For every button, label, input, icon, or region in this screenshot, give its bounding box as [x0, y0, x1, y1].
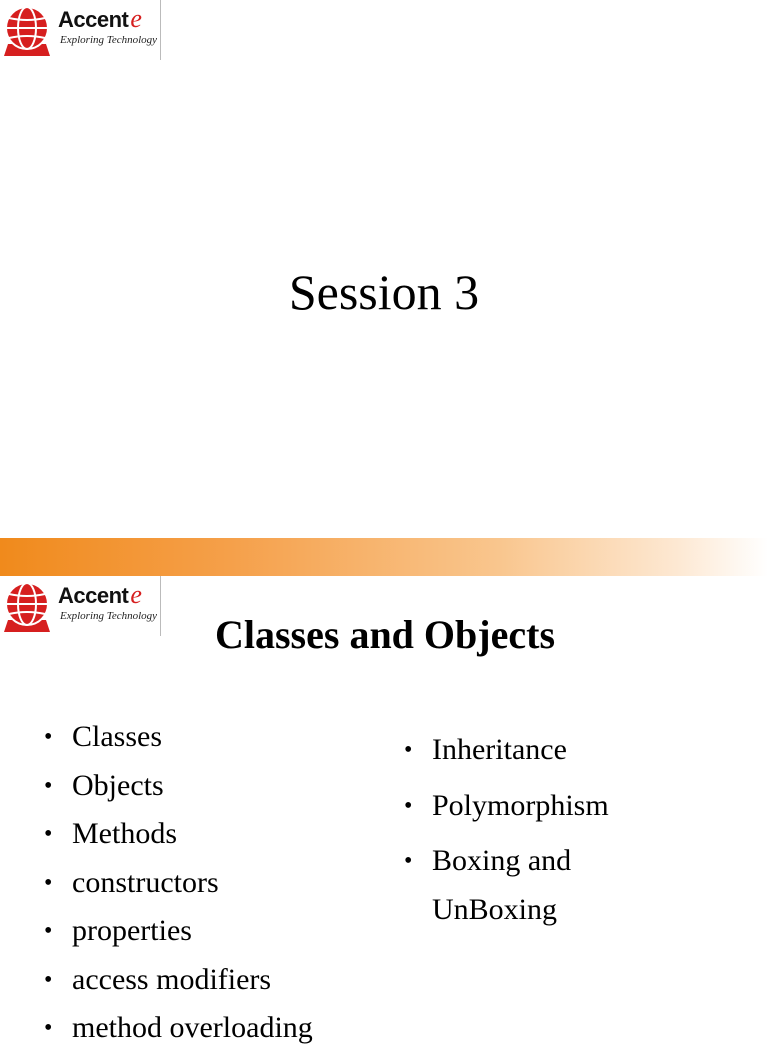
- list-item: • properties: [40, 907, 313, 956]
- left-bullet-list: [40, 713, 313, 1053]
- slide-title: Session 3: [288, 264, 480, 320]
- slide-separator-band: [0, 538, 768, 576]
- globe-icon: [2, 580, 52, 632]
- globe-icon: [2, 4, 52, 56]
- logo-divider: [160, 576, 161, 636]
- list-item: • Classes: [40, 713, 313, 762]
- slide-title: Classes and Objects: [214, 612, 556, 657]
- logo-brand: Accente: [58, 4, 142, 33]
- slide-2: [0, 576, 768, 1044]
- logo-brand: Accente: [58, 580, 142, 609]
- logo: [0, 0, 162, 60]
- logo-divider: [160, 0, 161, 60]
- list-item: • access modifiers: [40, 956, 313, 1005]
- list-item: • Boxing and UnBoxing: [400, 837, 700, 934]
- right-bullet-list: [400, 726, 700, 941]
- list-item: • Objects: [40, 762, 313, 811]
- logo: [0, 576, 162, 636]
- list-item: • Methods: [40, 810, 313, 859]
- list-item: • Polymorphism: [400, 782, 700, 831]
- list-item: • method overloading: [40, 1004, 313, 1053]
- list-item: • constructors: [40, 859, 313, 908]
- logo-tagline: Exploring Technology: [60, 610, 158, 622]
- list-item: • Inheritance: [400, 726, 700, 775]
- logo-tagline: Exploring Technology: [60, 34, 158, 46]
